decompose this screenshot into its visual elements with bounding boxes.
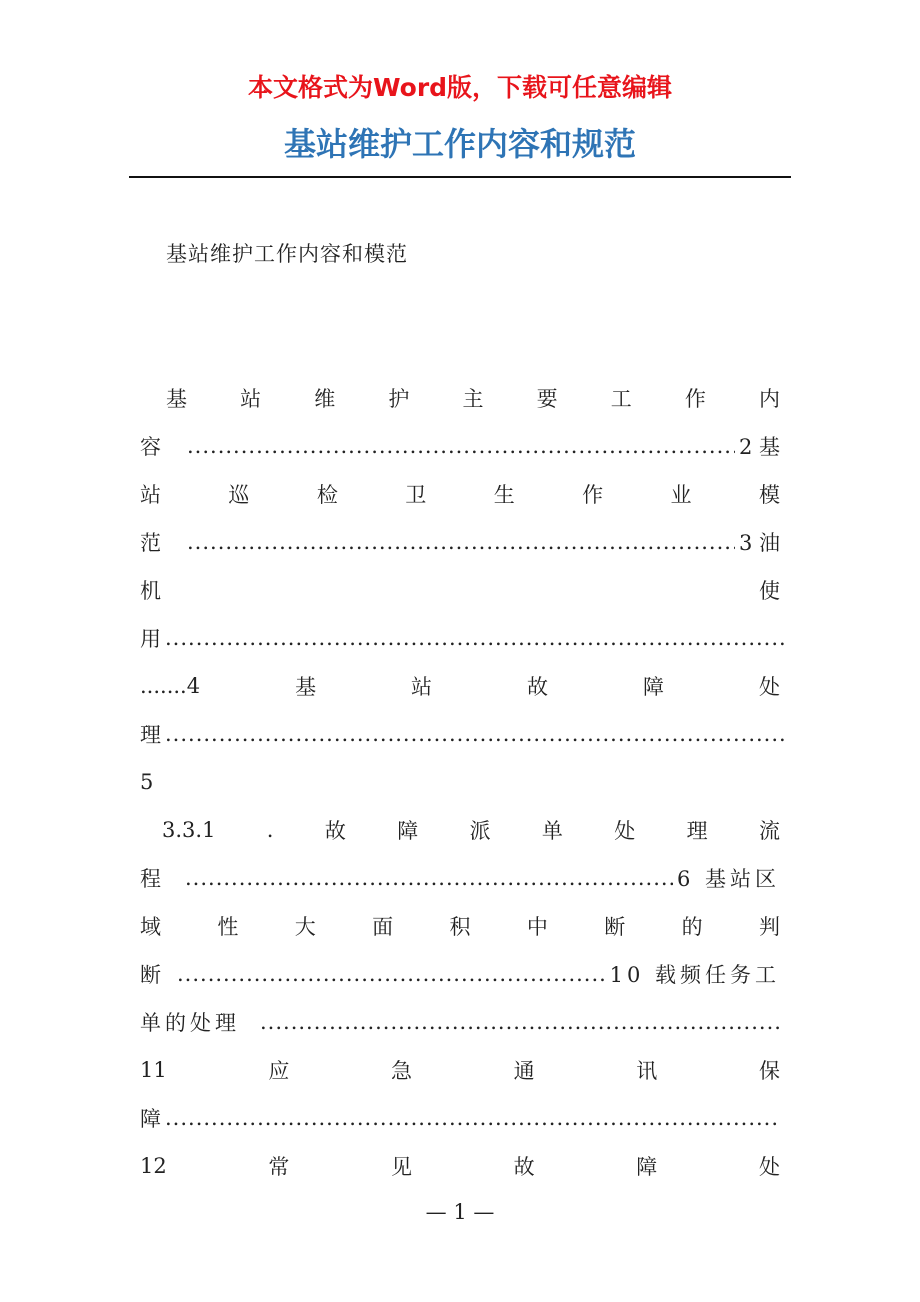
toc-word: 障 (397, 819, 419, 843)
toc-line (140, 522, 780, 562)
toc-word: 生 (493, 483, 515, 507)
toc-word: 3.3.1 (162, 818, 216, 842)
toc-word: 12 (140, 1154, 167, 1178)
toc-word: 内 (759, 387, 780, 411)
toc-word: 维 (314, 387, 336, 411)
toc-line (140, 714, 788, 754)
toc-word: 故 (527, 675, 548, 699)
toc-word: 通 (513, 1059, 535, 1083)
toc-line (140, 1146, 780, 1186)
toc-leader-dots (165, 1106, 780, 1130)
toc-line (140, 426, 780, 466)
toc-word: 中 (526, 915, 548, 939)
toc-word: 单 (541, 819, 563, 843)
toc-line-start: 断 (140, 963, 161, 987)
toc-leader-dots (260, 1010, 780, 1034)
toc-line-start: 障 (140, 1107, 161, 1131)
document-title: 基站维护工作内容和规范 (283, 125, 636, 163)
toc-line (140, 1098, 780, 1138)
toc-word: 工 (610, 387, 632, 411)
document-subtitle: 基站维护工作内容和模范 (166, 242, 408, 266)
toc-word: 机 (140, 579, 161, 603)
toc-word: 障 (636, 1155, 658, 1179)
toc-line (140, 570, 780, 610)
toc-word: 大 (294, 915, 316, 939)
toc-line (140, 1050, 780, 1090)
toc-word: 检 (316, 483, 338, 507)
toc-word: 理 (686, 819, 708, 843)
toc-word: 面 (372, 915, 394, 939)
toc-word: 故 (513, 1155, 535, 1179)
toc-word: 卫 (405, 483, 427, 507)
toc-line-end: 10 载频任务工 (609, 963, 780, 987)
toc-leader-dots (187, 434, 735, 458)
toc-word: 站 (140, 483, 161, 507)
toc-word: 基 (295, 675, 317, 699)
toc-line (140, 810, 780, 850)
toc-leader-dots (187, 530, 735, 554)
toc-word: 处 (614, 819, 636, 843)
toc-line (140, 666, 780, 706)
toc-leader-dots (185, 866, 673, 890)
toc-word: 11 (140, 1058, 167, 1082)
toc-word: 基 (166, 387, 187, 411)
toc-line (140, 906, 780, 946)
toc-line-start: 范 (140, 531, 161, 555)
toc-word: 巡 (228, 483, 250, 507)
toc-leader-dots (177, 962, 606, 986)
toc-leader-dots (165, 722, 788, 746)
toc-line (140, 474, 780, 514)
toc-line-start: 程 (140, 867, 161, 891)
toc-word: 站 (411, 675, 433, 699)
toc-word: 积 (449, 915, 471, 939)
toc-word: 作 (684, 387, 706, 411)
toc-word: 讯 (636, 1059, 658, 1083)
toc-word: 使 (759, 579, 780, 603)
toc-line (140, 378, 780, 418)
toc-line-start: 单的处理 (140, 1011, 240, 1035)
toc-word: 应 (268, 1059, 290, 1083)
toc-word: 故 (324, 819, 346, 843)
toc-word: 模 (758, 483, 780, 507)
toc-word: 要 (536, 387, 558, 411)
toc-line-end: 3 油 (738, 531, 780, 555)
toc-word: 急 (391, 1059, 413, 1083)
toc-line-start: 容 (140, 435, 161, 459)
toc-line (140, 954, 780, 994)
toc-word: 作 (582, 483, 604, 507)
toc-word: 判 (759, 915, 780, 939)
toc-line-end: 6 基站区 (676, 867, 780, 891)
toc-word: 见 (391, 1155, 413, 1179)
toc-word: 护 (388, 387, 410, 411)
toc-line-end: 2 基 (738, 435, 780, 459)
toc-word: 常 (268, 1155, 290, 1179)
toc-word: 处 (758, 675, 780, 699)
toc-word: 性 (217, 915, 239, 939)
toc-word: 断 (604, 915, 626, 939)
toc-word: . (266, 818, 274, 842)
toc-word: 业 (670, 483, 692, 507)
toc-word: 流 (759, 819, 780, 843)
toc-line (140, 762, 780, 802)
toc-word: 5 (140, 770, 154, 794)
toc-line-start: 用 (140, 627, 161, 651)
toc-word: 的 (681, 915, 703, 939)
toc-word: 主 (462, 387, 484, 411)
toc-leader-dots (165, 626, 788, 650)
toc-word: 处 (758, 1155, 780, 1179)
toc-word: 障 (642, 675, 664, 699)
toc-line (140, 618, 788, 658)
toc-word: 站 (240, 387, 262, 411)
toc-word: .......4 (140, 674, 201, 698)
toc-line (140, 858, 780, 898)
toc-line-start: 理 (140, 723, 161, 747)
page-number: — 1 — (425, 1200, 495, 1224)
toc-word: 派 (469, 819, 491, 843)
toc-word: 域 (140, 915, 161, 939)
title-divider (129, 176, 791, 178)
toc-line (140, 1002, 780, 1042)
format-notice-banner: 本文格式为Word版，下载可任意编辑 (247, 73, 673, 102)
toc-word: 保 (758, 1059, 780, 1083)
